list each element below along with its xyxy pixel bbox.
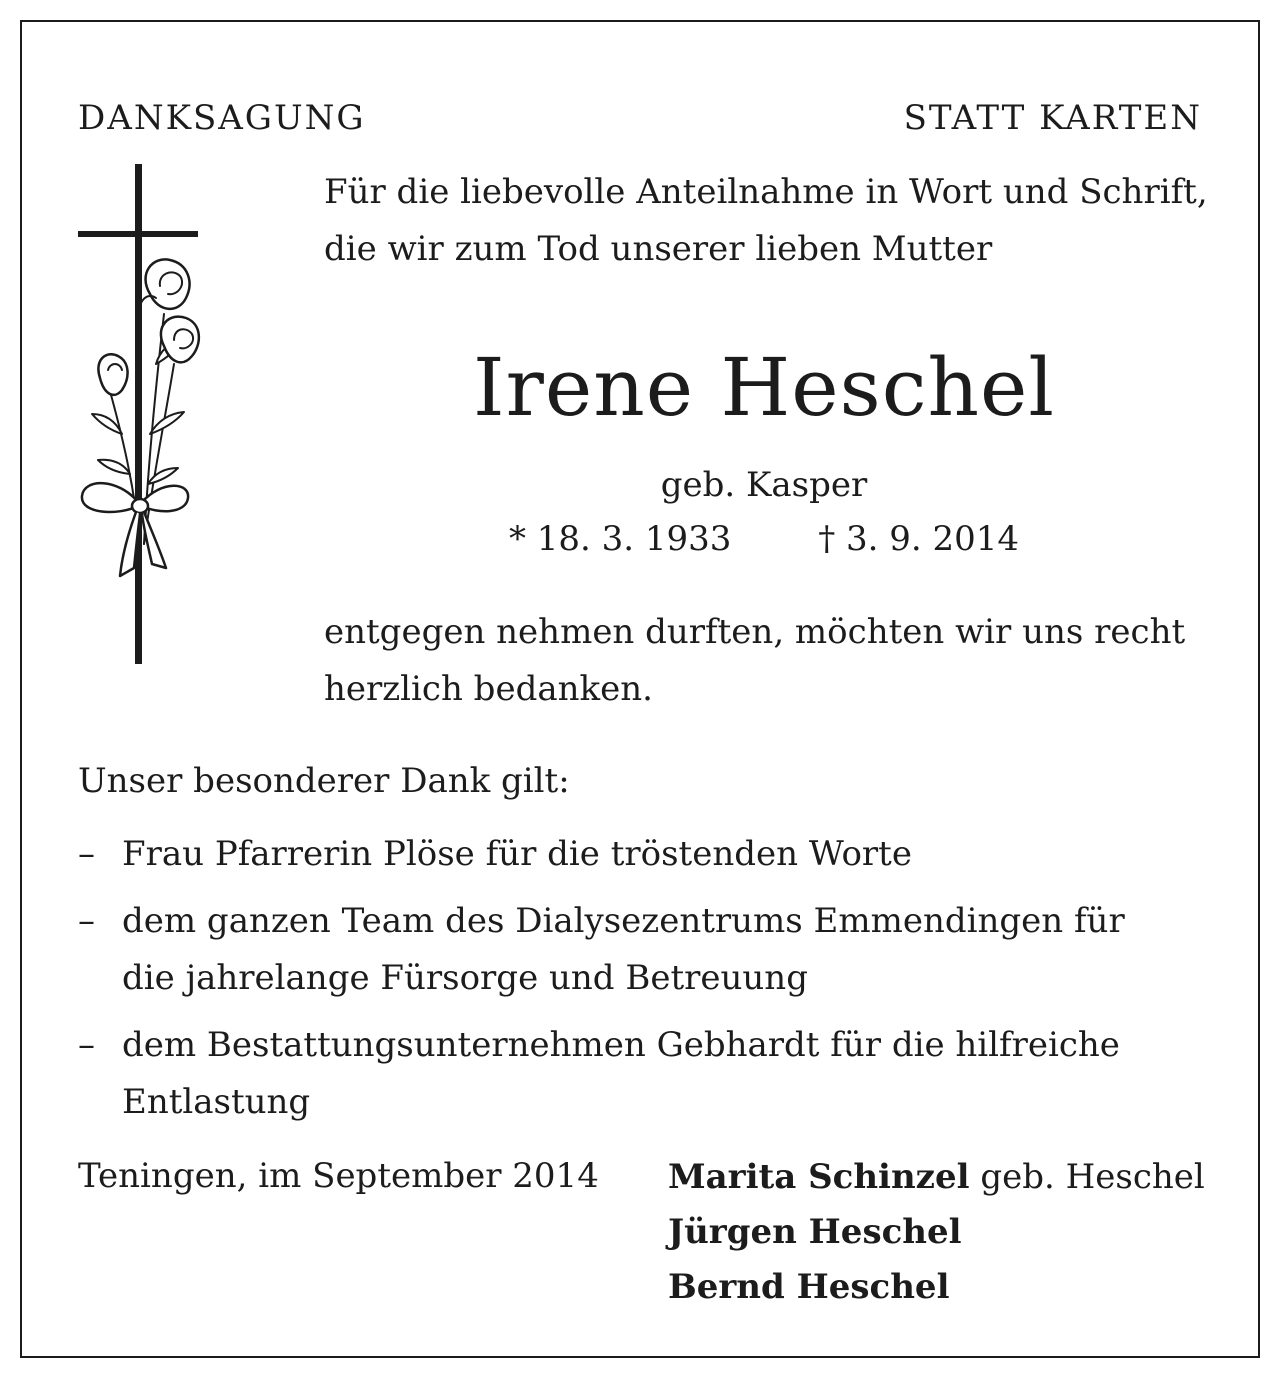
thanks-list — [78, 826, 1218, 1141]
signer-name: Marita Schinzel — [668, 1157, 970, 1197]
intro-line: Für die liebevolle Anteilnahme in Wort und Schrift, — [324, 172, 1208, 212]
life-dates — [324, 516, 1204, 562]
death-date: † 3. 9. 2014 — [818, 519, 1020, 559]
cross-with-roses-icon — [78, 164, 202, 664]
signer-suffix: geb. Heschel — [969, 1157, 1205, 1197]
header-statt-karten: STATT KARTEN — [903, 98, 1202, 138]
signer — [668, 1260, 1205, 1315]
place-date: Teningen, im September 2014 — [78, 1156, 599, 1196]
list-item-text: dem ganzen Team des Dialysezentrums Emmendingen für — [122, 901, 1125, 941]
signers — [668, 1150, 1205, 1315]
outro-line: herzlich bedanken. — [324, 669, 653, 709]
signer-name: Bernd Heschel — [668, 1267, 950, 1307]
intro-paragraph — [324, 164, 1208, 278]
list-dash: – — [78, 1025, 95, 1065]
list-item-text: Frau Pfarrerin Plöse für die tröstenden Worte — [122, 834, 912, 874]
list-item — [78, 826, 1218, 883]
signer — [668, 1205, 1205, 1260]
outro-line: entgegen nehmen durften, möchten wir uns recht — [324, 612, 1186, 652]
obituary-card — [20, 20, 1260, 1358]
birth-date: * 18. 3. 1933 — [508, 519, 732, 559]
list-item-text: Entlastung — [122, 1082, 311, 1122]
birth-name: geb. Kasper — [660, 465, 868, 505]
signer — [668, 1150, 1205, 1205]
list-item-text: dem Bestattungsunternehmen Gebhardt für die hilfreiche — [122, 1025, 1120, 1065]
thanks-heading: Unser besonderer Dank gilt: — [78, 761, 570, 801]
intro-line: die wir zum Tod unserer lieben Mutter — [324, 229, 993, 269]
header-danksagung: DANKSAGUNG — [78, 98, 366, 138]
list-dash: – — [78, 901, 95, 941]
deceased-name: Irene Heschel — [473, 341, 1055, 434]
list-item — [78, 1017, 1218, 1131]
list-item — [78, 893, 1218, 1007]
signer-name: Jürgen Heschel — [668, 1212, 962, 1252]
list-dash: – — [78, 834, 95, 874]
list-item-text: die jahrelange Fürsorge und Betreuung — [122, 958, 808, 998]
outro-paragraph — [324, 604, 1204, 718]
